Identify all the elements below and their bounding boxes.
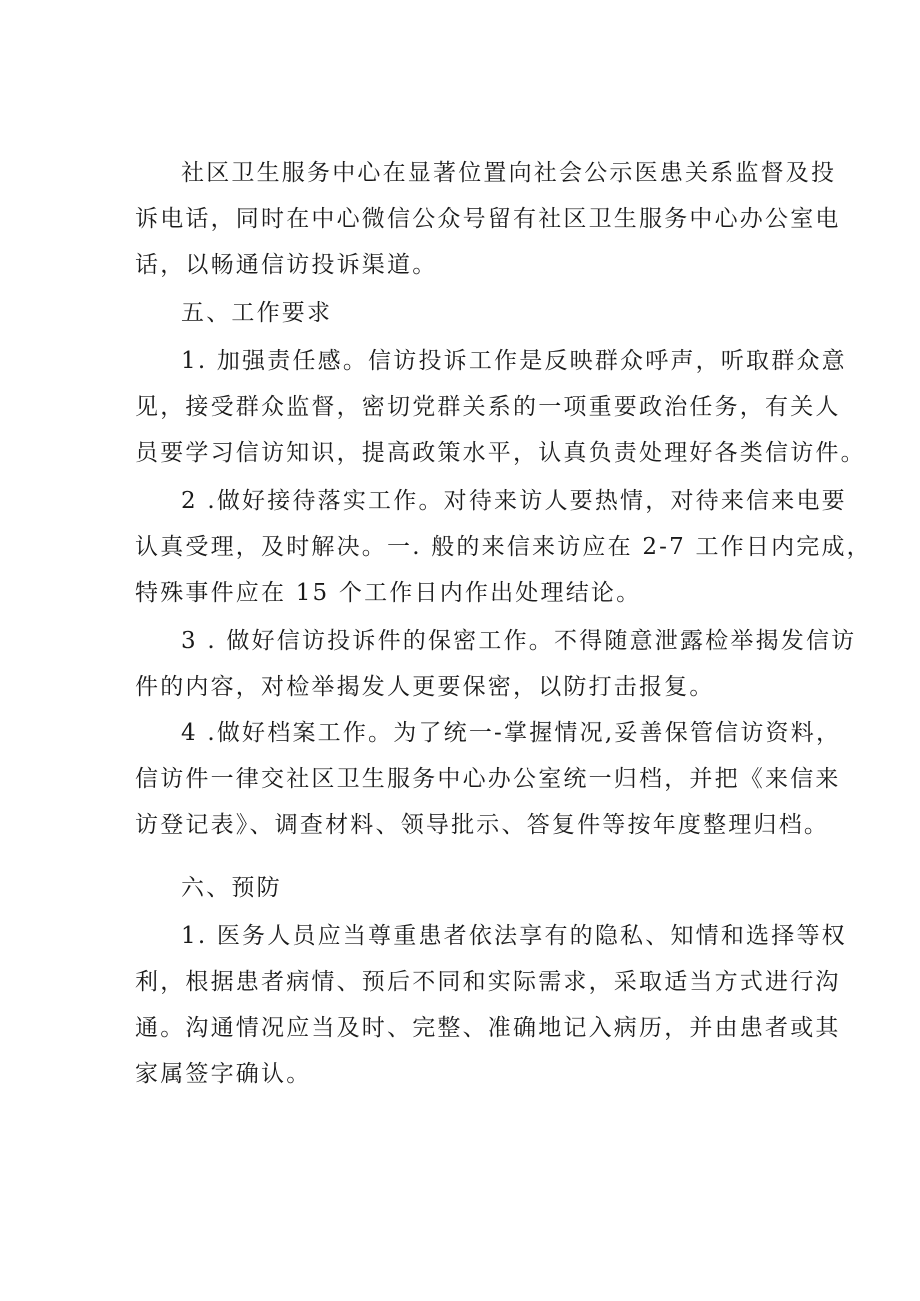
item-4-line-2: 信访件一律交社区卫生服务中心办公室统一归档，并把《来信来 — [135, 766, 841, 792]
item-2-line-3: 特殊事件应在 15 个工作日内作出处理结论。 — [135, 580, 642, 606]
item-1-line-2: 见，接受群众监督，密切党群关系的一项重要政治任务，有关人 — [135, 394, 841, 420]
item-3-line-2: 件的内容，对检举揭发人更要保密，以防打击报复。 — [135, 674, 715, 700]
item-4-line-1: 4 .做好档案工作。为了统一-掌握情况,妥善保管信访资料， — [181, 720, 842, 746]
section-heading-work-requirements: 五、工作要求 — [181, 300, 333, 326]
item-2-line-1: 2 .做好接待落实工作。对待来访人要热情，对待来信来电要 — [181, 488, 847, 514]
paragraph-1-line-2: 诉电话，同时在中心微信公众号留有社区卫生服务中心办公室电 — [135, 206, 841, 232]
paragraph-1-line-3: 话，以畅通信访投诉渠道。 — [135, 252, 438, 278]
item-3-line-1: 3 . 做好信访投诉件的保密工作。不得随意泄露检举揭发信访 — [181, 628, 857, 654]
item-1-line-1: 1. 加强责任感。信访投诉工作是反映群众呼声，听取群众意 — [181, 348, 847, 374]
prevention-item-1-line-1: 1. 医务人员应当尊重患者依法享有的隐私、知情和选择等权 — [181, 923, 847, 949]
paragraph-1-line-1: 社区卫生服务中心在显著位置向社会公示医患关系监督及投 — [181, 160, 837, 186]
section-heading-prevention: 六、预防 — [181, 875, 282, 901]
item-4-line-3: 访登记表》、调查材料、领导批示、答复件等按年度整理归档。 — [135, 812, 830, 838]
prevention-item-1-line-3: 通。沟通情况应当及时、完整、准确地记入病历，并由患者或其 — [135, 1015, 841, 1041]
item-2-line-2: 认真受理，及时解决。一. 般的来信来访应在 2-7 工作日内完成， — [135, 534, 872, 560]
prevention-item-1-line-4: 家属签字确认。 — [135, 1061, 312, 1087]
item-1-line-3: 员要学习信访知识，提高政策水平，认真负责处理好各类信访件。 — [135, 440, 866, 466]
prevention-item-1-line-2: 利，根据患者病情、预后不同和实际需求，采取适当方式进行沟 — [135, 969, 841, 995]
